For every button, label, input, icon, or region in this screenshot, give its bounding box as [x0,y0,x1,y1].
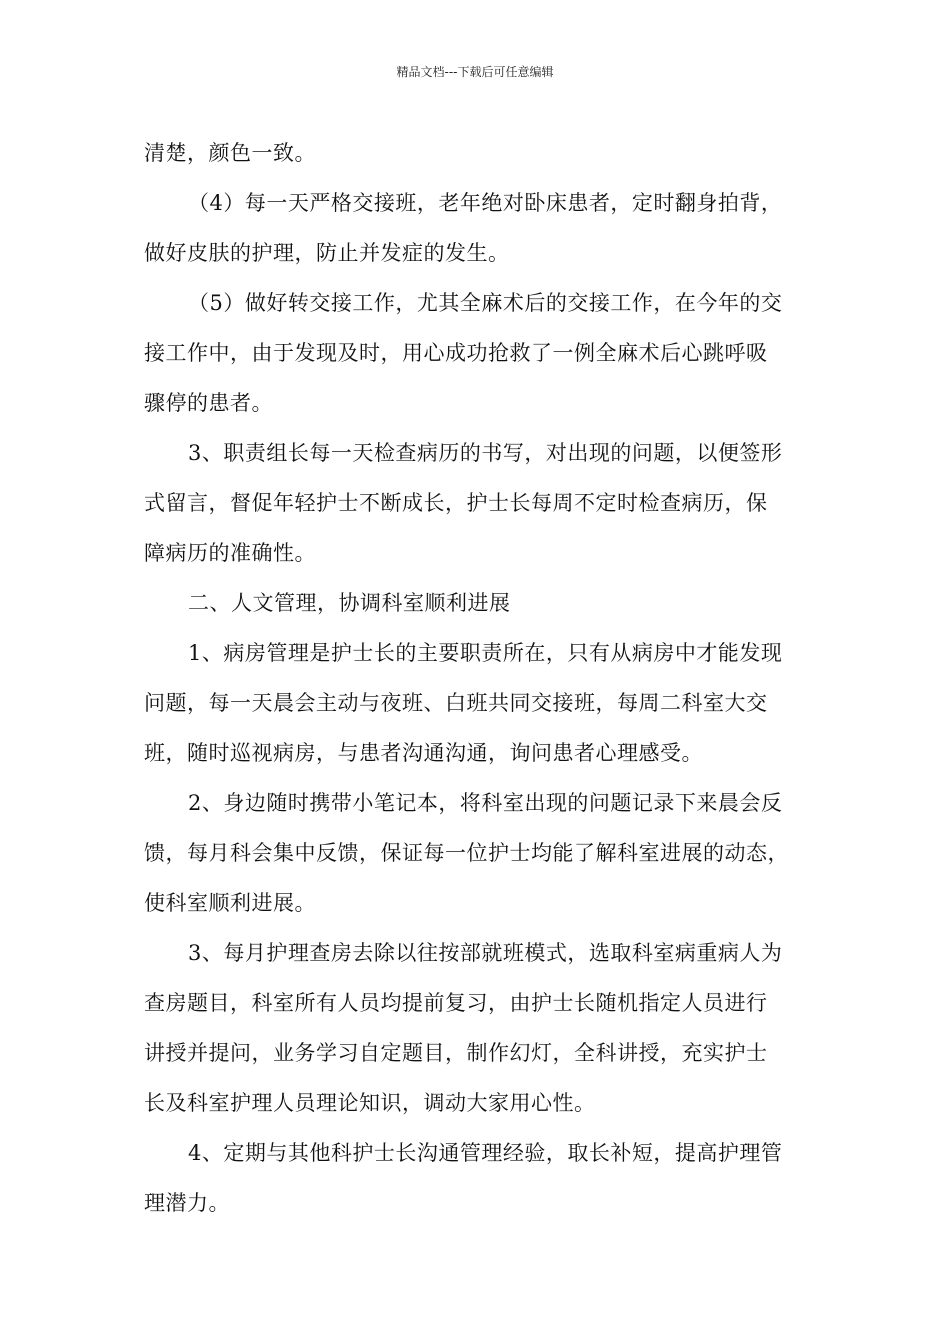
text-line: 清楚，颜色一致。 [144,141,316,165]
paragraph [144,1128,814,1228]
text-line: 3、每月护理查房去除以往按部就班模式，选取科室病重病人为 [188,941,783,965]
paragraph [144,928,814,1128]
paragraph [144,428,814,578]
paragraph [144,128,814,178]
text-line: （4）每一天严格交接班，老年绝对卧床患者，定时翻身拍背， [188,191,783,215]
text-line: 使科室顺利进展。 [144,891,316,915]
text-line: 2、身边随时携带小笔记本，将科室出现的问题记录下来晨会反 [188,791,783,815]
paragraph [144,178,814,278]
text-line: 做好皮肤的护理，防止并发症的发生。 [144,241,510,265]
text-line: 障病历的准确性。 [144,541,316,565]
paragraph [144,778,814,928]
document-body [144,128,814,1228]
text-line: 3、职责组长每一天检查病历的书写，对出现的问题，以便签形 [188,441,783,465]
text-line: 班，随时巡视病房，与患者沟通沟通，询问患者心理感受。 [144,741,703,765]
text-line: 1、病房管理是护士长的主要职责所在，只有从病房中才能发现 [188,641,783,665]
text-line: 二、人文管理，协调科室顺利进展 [188,591,511,615]
text-line: 问题，每一天晨会主动与夜班、白班共同交接班，每周二科室大交 [144,691,768,715]
page-header: 精品文档---下载后可任意编辑 [396,65,554,79]
text-line: 讲授并提问，业务学习自定题目，制作幻灯，全科讲授，充实护士 [144,1041,768,1065]
paragraph [144,278,814,428]
text-line: 查房题目，科室所有人员均提前复习，由护士长随机指定人员进行 [144,991,768,1015]
text-line: 式留言，督促年轻护士不断成长，护士长每周不定时检查病历，保 [144,491,768,515]
text-line: 4、定期与其他科护士长沟通管理经验，取长补短，提高护理管 [188,1141,783,1165]
text-line: （5）做好转交接工作，尤其全麻术后的交接工作，在今年的交 [188,291,783,315]
paragraph [144,628,814,778]
text-line: 长及科室护理人员理论知识，调动大家用心性。 [144,1091,596,1115]
text-line: 馈，每月科会集中反馈，保证每一位护士均能了解科室进展的动态， [144,841,789,865]
text-line: 接工作中，由于发现及时，用心成功抢救了一例全麻术后心跳呼吸 [144,341,768,365]
text-line: 骤停的患者。 [144,391,273,415]
section-heading [144,578,814,628]
text-line: 理潜力。 [144,1191,230,1215]
